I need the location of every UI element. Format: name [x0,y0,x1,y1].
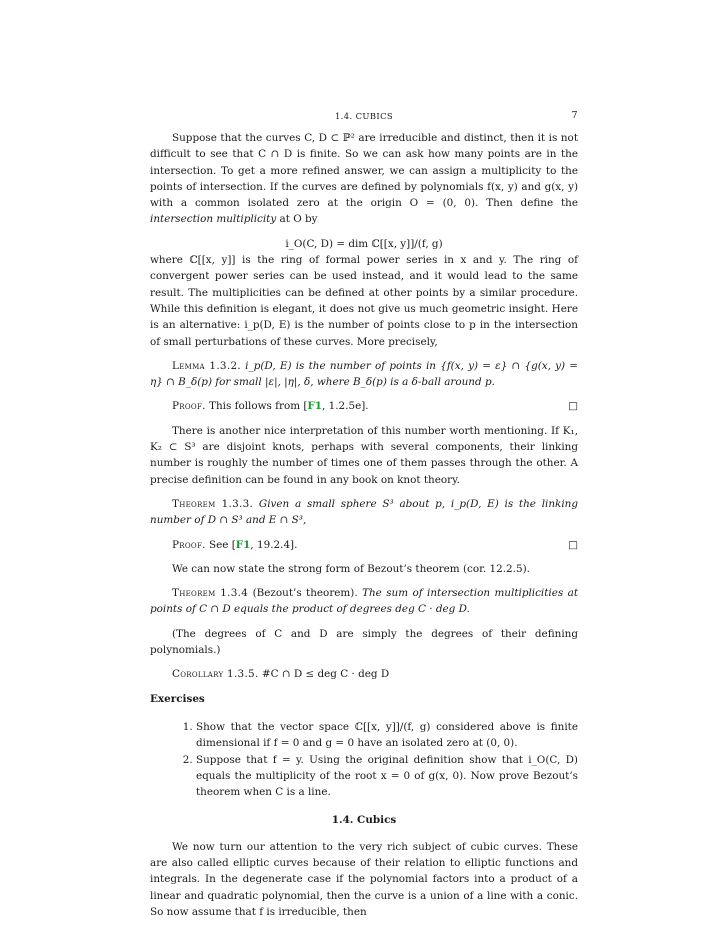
theorem-1-3-3 [150,496,578,529]
paragraph-intro-tail: at O by [279,213,318,226]
proof-label: Proof. [172,400,206,413]
running-header [150,108,578,130]
qed-symbol: □ [568,400,578,413]
paragraph-degrees-note: (The degrees of C and D are simply the degrees of their defining polynomials.) [150,627,578,657]
equation-intersection-multiplicity: i_O(C, D) = dim ℂ[[x, y]]/(f, g) [285,237,443,250]
proof-lemma [150,398,578,414]
paragraph-intro-text: Suppose that the curves C, D ⊂ ℙ² are irreducible and distinct, then it is not difficult to see that C ∩ D is finite. So we can ask how many points are in the intersection. To get a more refined answer, we can assign a multiplicity to the points of intersection. If the curves are defined by polynomials f(x, y) and g(x, y) with a common isolated zero at the origin O = (0, 0). Then define the [150,132,578,210]
theorem-name: (Bezout’s theorem). [252,587,358,600]
citation-link-f1[interactable]: F1 [307,400,323,413]
proof-text: See [ [209,538,236,551]
lemma-1-3-2 [150,358,578,391]
running-title: 1.4. CUBICS [334,111,394,121]
paragraph-bezout-text: We can now state the strong form of Bezout’s theorem (cor. [172,562,490,575]
cross-reference-link[interactable]: 12.2.5 [489,562,523,575]
exercise-item: 2. Suppose that f = y. Using the original definition show that i_O(C, D) equals the multiplicity of the root x = 0 of g(x, 0). Now prove Bezout’s theorem when C is a line. [196,752,578,801]
section-heading: 1.4. Cubics [331,814,397,827]
proof-text: This follows from [ [209,400,308,413]
paragraph-knots: There is another nice interpretation of this number worth mentioning. If K₁, K₂ ⊂ S³ are disjoint knots, perhaps with several components, their linking number is roughly the number of times one of them passes through the other. A precise definition can be found in any book on knot theory. [150,424,578,486]
exercise-list [150,719,578,800]
theorem-label: Theorem 1.3.4 [172,587,249,600]
corollary-1-3-5 [150,666,578,682]
theorem-text: Given a small sphere S³ about p, i_p(D, E) is the linking number of D ∩ S³ and E ∩ S³, [150,497,578,527]
theorem-1-3-4 [150,585,578,618]
proof-text-end: , 19.2.4]. [250,538,298,551]
paragraph-bezout-end: ). [522,562,530,575]
page-number: 7 [571,110,578,121]
lemma-text: i_p(D, E) is the number of points in {f(x, y) = ε} ∩ {g(x, y) = η} ∩ B_δ(p) for small |ε|, |η|, δ, where B_δ(p) is a δ-ball around p. [150,359,578,389]
paragraph-power-series: where ℂ[[x, y]] is the ring of formal power series in x and y. The ring of convergent power series can be used instead, and it would lead to the same result. The multiplicities can be defined at other points by a similar procedure. While this definition is elegant, it does not give us much geometric insight. Here is an alternative: i_p(D, E) is the number of points close to p in the intersection of small perturbations of these curves. More precisely, [150,254,578,348]
paragraph-cubics: We now turn our attention to the very rich subject of cubic curves. These are also called elliptic curves because of their relation to elliptic functions and integrals. In the degenerate case if the polynomial factors into a product of a linear and quadratic polynomial, then the curve is a union of a line with a conic. So now assume that f is irreducible, then [150,840,578,918]
proof-theorem [150,537,578,553]
corollary-label: Corollary 1.3.5. [172,668,259,681]
term-intersection-multiplicity: intersection multiplicity [150,213,277,226]
exercises-heading: Exercises [150,692,205,705]
citation-link-f1[interactable]: F1 [235,538,251,551]
proof-text-end: , 1.2.5e]. [322,400,369,413]
theorem-label: Theorem 1.3.3. [172,497,254,510]
page [150,108,578,928]
paragraph-bezout-intro [150,561,578,577]
qed-symbol: □ [568,538,578,551]
paragraph-intro [150,130,578,228]
proof-label: Proof. [172,538,206,551]
corollary-text: #C ∩ D ≤ deg C · deg D [261,668,390,681]
theorem-text: The sum of intersection multiplicities at points of C ∩ D equals the product of degrees deg C · deg D. [150,587,578,616]
exercise-item: 1. Show that the vector space ℂ[[x, y]]/(f, g) considered above is finite dimensional if f = 0 and g = 0 have an isolated zero at (0, 0). [196,719,578,752]
lemma-label: Lemma 1.3.2. [172,359,241,372]
